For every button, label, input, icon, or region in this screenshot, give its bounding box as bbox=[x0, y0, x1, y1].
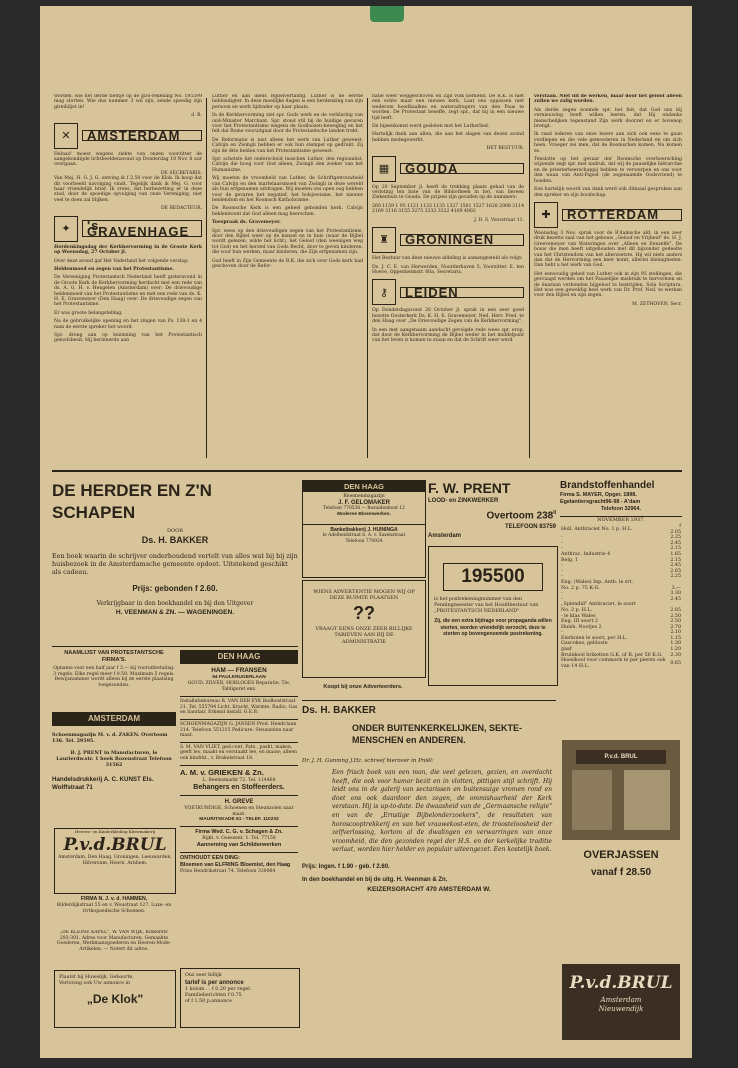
price-value: 1.65 bbox=[670, 551, 681, 557]
ad-line: A. M. v. GRIEKEN & Zn. bbox=[180, 765, 298, 778]
price-label: Eng. III soort 2 bbox=[561, 619, 598, 625]
prent-ad bbox=[428, 480, 556, 542]
subheading: Heldenmoed en zegen van het Protestantisme. bbox=[54, 266, 175, 272]
ad-seller: In den boekhandel en bij de uitg. H. Veenman & Zn. bbox=[302, 876, 448, 883]
ad-address: Egelantiersgracht96-98 - A'dam bbox=[560, 499, 641, 505]
price-value: 2.15 bbox=[670, 546, 681, 552]
ad-title: DE HERDER EN Z'N SCHAPEN bbox=[52, 481, 212, 522]
paragraph: Spr. schetste het onderscheid tusschen Luther, den regionalist, Calvijn die hoog voor God alleen, Zwingli den zoeker van het Humanisme. bbox=[212, 157, 363, 173]
paragraph: natie weer weggeschoven en Zijn volk herkend. De R.K. is niet een echte maar een nieuwe kerk. Laat ons oppassen niet wederom hoodkaalkes en wateradragers van den Paus te worden. De Protestant beseffe, zegt spr., dat hij in een nieuwe tijd leeft. bbox=[372, 94, 524, 121]
price-value: 2.50 bbox=[670, 613, 681, 619]
ad-header: AMSTERDAM bbox=[52, 712, 176, 726]
paragraph: Hartelijk dank aan allen, die aan het slagen van dezen avond hebben medegewerkt. bbox=[372, 132, 524, 143]
price-value: 2.45 bbox=[670, 540, 681, 546]
rotterdam-crest-icon: ✚ bbox=[534, 202, 558, 228]
amsterdam-crest-icon: ✕ bbox=[54, 123, 78, 149]
paragraph: Spr. wees op den drievoudigen zegen van het Protestantisme, door den Bijbel weer op de kansel en in huis (waar de Bijbel wordt gelezen, wilde het licht), het Geloof (den weenigen weg tot God) en het herstel van Gods Recht, door te geven kinderen, die voor hun werken, maar kinderen, die Zijn erfgenamen zijn. bbox=[212, 228, 363, 256]
section-header-rotterdam bbox=[534, 202, 682, 228]
price-label: - bbox=[561, 596, 563, 602]
paragraph: In de Kerkhervorming ziet spr. Gods werk en de verklaring van ond-Minister Marchant. Spr. stond stil bij de huidige gevaren voor het Protestantisme wegens de Godloozen-beweging en het felt dat Rome vooruitgaat door de Protestantsche landen trekt. bbox=[212, 113, 363, 135]
section-title: 's GRAVENHAGE bbox=[82, 220, 202, 237]
price-value: 2.15 bbox=[670, 557, 681, 563]
logo-street: Nieuwendijk bbox=[598, 1005, 644, 1013]
subheading: Toespraak ds. Gravemeyer. bbox=[212, 220, 281, 226]
amsterdam-firms-ad bbox=[52, 712, 176, 824]
price-value: 2.30 bbox=[670, 652, 681, 658]
logo-city: Amsterdam bbox=[600, 996, 642, 1004]
price-label: Holl. Anthraciet No. 1 p. H.L. bbox=[561, 526, 633, 532]
tarief-ad bbox=[180, 968, 300, 1028]
column-2 bbox=[212, 94, 363, 462]
paragraph: Het Bestuur van deze nieuwe afdeling is samengesteld als volgt: bbox=[372, 256, 523, 262]
section-title: LEIDEN bbox=[400, 287, 524, 298]
ad-line: Banketbakkerij J. HUININGA bbox=[330, 527, 398, 533]
paragraph: God heeft in Zijn Gemeente de R.K. die zich over Gods kerk had geschoven door de Refor- bbox=[212, 258, 363, 269]
price-row bbox=[560, 524, 682, 535]
paragraph: Ik raad iederen van onze lezers aan zich ook eens te gaan verdiepen en die vele gemoederen in Nederland en om zich heen. Vroeger zei men, dat de Roomschen komen. Nu komen ze. bbox=[534, 132, 682, 154]
ad-line: FIRMA N. J. v. d. HAMMEN, bbox=[80, 896, 148, 902]
naamlijst-ad bbox=[52, 650, 176, 710]
price-label: Eng. (Wales) Inp. Anth. le srt. bbox=[561, 579, 634, 585]
signature: HET BESTUUR. bbox=[486, 146, 524, 152]
stork-crest-icon: ✦ bbox=[54, 216, 78, 242]
ad-line: „DE KLEINE KAPEL", W. VAN WIJK, Kinkerstr. 293-301. Adres voor Manufacturen, Gemaakte Goederen, Werkmansgoederen en Heeren-Mode-Artikelen. — Notert dit adres. bbox=[56, 930, 172, 952]
paragraph: Tenslotte op het gevaar der Roomsche overheersching wijzende zegt spr. met nadruk, dat wij de pauselijke hiërarchie en de priesterheerschappij hebben te verwerpen en ons voor den waan van Anti-Papist (de zogenaamde Godsvriend) te hoeden. bbox=[534, 157, 682, 184]
price-value: 2.45 bbox=[670, 596, 681, 602]
price-label: Bruinkool briketten G.K. of R. per 50 K.G. bbox=[561, 652, 663, 658]
ad-line: of f 1.50 p.annonce bbox=[185, 999, 232, 1004]
ad-door: DOOR bbox=[167, 528, 183, 534]
price-value: 2.25 bbox=[670, 535, 681, 541]
ad-line: Prins Hendrikstraat 74. Telefoon 330064 bbox=[180, 868, 276, 874]
ad-title: NAAMLIJST VAN PROTESTANTSCHE FIRMA'S. bbox=[64, 650, 164, 663]
signature: DE REDACTEUR. bbox=[160, 206, 202, 212]
signature: J. D. S. Voorstraat 11. bbox=[474, 217, 524, 223]
price-month: NOVEMBER 1937. bbox=[560, 516, 682, 524]
ad-price: Prijs: Ingen. f 1.90 - geb. f 2.60. bbox=[302, 863, 390, 870]
price-label: Anthrac. Industrie 4 bbox=[561, 551, 611, 557]
price-value: 2.45 bbox=[670, 563, 681, 569]
ad-header: DEN HAAG bbox=[180, 650, 298, 664]
ad-publisher: H. VEENMAN & ZN. — WAGENINGEN. bbox=[115, 608, 235, 616]
ad-line: Bilderdijkstraat 55 en v. Woustraat 127. Luxe- en Orthopaedische Schoenen. bbox=[56, 903, 172, 914]
ad-line: VOETKUNDIGE, Schoenen en Steunzolen naar maat. bbox=[184, 806, 294, 817]
paragraph: Als derde zegen noemde spr. het feit, dat God ons bij vernieuwing heeft willen leeren, dat Hij ondanks menschelijken tegenstand Zijn werk doorzet en er bovenop brengt. bbox=[534, 107, 682, 130]
ad-line: WIENS ADVERTENTIE MOGEN WIJ OP DEZE RUIMTE PLAATSEN bbox=[313, 589, 415, 602]
ad-line: tarief is per annonce bbox=[185, 980, 244, 986]
price-label: No. 2 p. H.L. bbox=[561, 607, 593, 613]
price-label: Belg. 1 bbox=[561, 557, 579, 563]
paragraph: De Vereeniging Protestantsch Nederland heeft gisteravond in de Groote Kerk de Kerkhervorming herdacht met een rede van ds. A. G. H. v. Hengelen (Amsterdam) over: De drievoudige heldenmoed van het Protestantisme en met een rede van ds. K. H. E. Gravemeyer (Den Haag) over: De drievoudige zegen van het Protestantisme. bbox=[54, 275, 202, 308]
price-value: 1.30 bbox=[670, 641, 681, 647]
section-header-gouda bbox=[372, 156, 524, 182]
ad-body: Opname voor een half jaar f 3.— bij vooruitbetaling: 3 regels. Elke regel meer f 0.50. Maximum 5 regels. Bewijsnummer wordt alleen bij de eerste plaatsing toegezonden. bbox=[53, 666, 175, 688]
price-label: No. 2 p. 75 K.G. bbox=[561, 585, 600, 591]
ad-line: GOUD, ZILVER, HORLOGES Reparatie, Tie, Tabligeret enz. bbox=[187, 681, 291, 692]
ad-city: Amsterdam bbox=[428, 533, 462, 540]
ad-firm: Firma S. MAYER, Opger. 1898. bbox=[560, 492, 637, 498]
price-row bbox=[560, 658, 682, 669]
paragraph: Een hartelijk woord van dank werd ook ditmaal gesproken aan den spreker en zijn boodschap. bbox=[534, 187, 682, 198]
paragraph: Helaas! moest wegens ziekte van onzen voorzitter de aangekondigde lichtbeeldenavond op Donderdag 18 Nov. 8 uur overgaan. bbox=[54, 151, 202, 168]
ads-divider bbox=[52, 646, 298, 647]
ad-line: 94 PAULKRUGERLAAN bbox=[212, 675, 266, 680]
paragraph: Over deze avond gaf Het Vaderland het volgende verslag: bbox=[54, 258, 189, 264]
price-table bbox=[560, 524, 682, 669]
section-title: GOUDA bbox=[400, 163, 524, 174]
section-header-leiden bbox=[372, 279, 524, 305]
price-label: - bbox=[561, 540, 563, 546]
firm-entry: B. J. PRENT in Manufacturen, le Laurierdw.str. 1 hoek Rozenstraat Telefoon 31562 bbox=[56, 750, 172, 768]
review-source: Dr. J. H. Gunning J.Hz. schreef hierover in Pniël: bbox=[302, 758, 434, 764]
price-label: - bbox=[561, 568, 563, 574]
advertise-here-ad bbox=[302, 580, 426, 678]
overjassen-price: vanaf f 28.50 bbox=[590, 867, 652, 878]
firm-entry: Schoenmagazijn M. v. d. ZAKEN. Overtoom 136. Tel. 29595. bbox=[52, 732, 168, 744]
ad-line: H. GREVE bbox=[180, 795, 298, 806]
gouda-crest-icon: ▦ bbox=[372, 156, 396, 182]
ads-divider bbox=[52, 470, 682, 472]
price-value: 0.65 bbox=[670, 661, 681, 667]
firm-entry: Installatiebureau R. VAN DER EYK Bodhoststraat 21. Tel. 555794 Licht, Kracht, Warmte, Radio, Gas en Sanitair. Erkend install. G.E.B. bbox=[180, 696, 298, 716]
firm-entry: Handelsdrukkerij A. C. KUNST Els. Wolffstraat 71 bbox=[52, 776, 154, 791]
paragraph: Ds. J. C. E. van Herwerden, Noorderhaven 5, Voorzitter. E. ten Hoeve, Oppenheimstr. 60a, Secretaris. bbox=[372, 264, 524, 275]
price-label: - bbox=[561, 630, 563, 636]
ad-line: le Adelheidstraat b. A. v. Saxenstraat bbox=[322, 533, 406, 538]
firm-entry: S. M. VAN VLIET, ged.cont. Pats., pasht, maken, geeft les, maakt en verstaakt lee, en maaw; alleen ook kindrkl., v. Brakelstraat 18. bbox=[180, 742, 298, 762]
price-value: 1.20 bbox=[670, 647, 681, 653]
denhaag-firms-ad bbox=[180, 650, 298, 964]
ad-phone: Telefoon 32964. bbox=[600, 506, 642, 512]
signature: DE SECRETARIS. bbox=[160, 170, 202, 176]
paragraph: Na de gebruikelijke opening en het zingen van Ps. 138:1 en 4 nam de eerste spreker het woord. bbox=[54, 319, 202, 330]
ad-trade: LOOD- en ZINKWERKER bbox=[428, 498, 499, 504]
paragraph: De Roomsche Kerk is een geheel gebonden kerk. Calvijn beklemtoont dat God alleen mag heerschen. bbox=[212, 206, 363, 217]
price-value: 2.50 bbox=[670, 619, 681, 625]
shop-window bbox=[624, 770, 670, 830]
fuel-price-ad bbox=[560, 480, 682, 732]
ad-line: VRAAGT EENS ONZE ZEER BILLIJKE TARIEVEN AAN BIJ DE ADMINISTRATIE bbox=[315, 625, 413, 645]
price-label: - bbox=[561, 546, 563, 552]
shop-sign: P.v.d. BRUL bbox=[576, 750, 666, 764]
column-rule bbox=[529, 98, 530, 458]
leiden-keys-icon: ⚷ bbox=[372, 279, 396, 305]
paragraph: In een met aangenaam aandacht gevolgde rede wees spr. erop, dat door de Kerkhervorming de Bijbel weder in het middelpunt van het leven is komen te staan en dat de Schrift weer werd bbox=[372, 327, 524, 344]
ad-name: F. W. PRENT bbox=[428, 480, 511, 496]
price-value: 2.10 bbox=[670, 630, 681, 636]
column-3 bbox=[372, 94, 524, 462]
section-title: ROTTERDAM bbox=[562, 209, 682, 220]
ad-address: KEIZERSGRACHT 470 AMSTERDAM W. bbox=[367, 885, 491, 893]
ad-address: Overtoom 238 bbox=[486, 510, 554, 522]
price-label: Gascokes, gebloste bbox=[561, 641, 608, 647]
price-label: - bbox=[561, 535, 563, 541]
ad-author: Ds. H. BAKKER bbox=[302, 705, 376, 716]
groningen-crest-icon: ♜ bbox=[372, 227, 396, 253]
binder-tab bbox=[370, 6, 404, 22]
ads-divider bbox=[302, 700, 556, 701]
price-label: - bbox=[561, 563, 563, 569]
signature: M. ZETHOVEN, Secr. bbox=[632, 301, 682, 307]
ad-line: Zij, die een extra bijdrage voor propaganda willen storten, worden vriendelijk verzocht, deze te storten op bovengenoemde postrekening. bbox=[434, 618, 552, 637]
price-value: 2.70 bbox=[670, 624, 681, 630]
section-header-groningen bbox=[372, 227, 524, 253]
paragraph: Er was groote belangstelling. bbox=[54, 310, 123, 316]
giro-number: 195500 bbox=[443, 563, 543, 591]
hammen-ad bbox=[54, 896, 174, 926]
ad-header: DEN HAAG bbox=[303, 481, 425, 492]
pvdbrul-logo-panel bbox=[562, 964, 680, 1040]
review-text: Een frisch boek van een man, die veel gelezen, gezien, en overdacht heeft, die ook voor humor bezit en in vlotten, pittigen stijl schrijft. Hij leidt ons in de galerij van sectarissen en buitensuige vromen rond en doet ons ook daardoor den zegen, de ommishaarheid der Kerk verstaan. Hij is up-to-date. De dwaasheid van de „Germaansche religie" en van de „Ernstige Bijbelonderzoekers", de resultaten van horoscooptrekkerij en van het vraawekost-eten, de troosteloosheid der zelfverlossing, kortom al de dwalingen en verwarringen van onze vroomheid, die den gezonden regel der H.S. en der kerkelijke traditie verlaat, worden hier helder en populair uiteengezet. Een kostelijk boek. bbox=[332, 769, 552, 854]
price-value: 1.15 bbox=[670, 635, 681, 641]
giro-ad bbox=[428, 546, 558, 686]
pvdbrul-logo: P.v.d.BRUL bbox=[63, 835, 167, 855]
paragraph: Op Donderdagavond 28 October jl. sprak in een zeer goed bezette Oosterkerk Ds. K. H. E. Gravemeyer, Ned. Herv. Pred. te den Haag over „De Drievoudige Zegen van de Kerkhervorming". bbox=[372, 308, 524, 325]
ad-line: 1 kolom . . f 0.20 per regel. bbox=[185, 987, 252, 992]
price-value: 2.85 bbox=[670, 607, 681, 613]
price-value: 3.— bbox=[671, 585, 681, 591]
paragraph: Spr. drong aan op bezinning van het Protestantisch geloofsbesit. Hij herinnerde aan bbox=[54, 332, 202, 344]
ad-line: Behangers en Stoffeerders. bbox=[193, 784, 285, 792]
column-1 bbox=[54, 94, 202, 462]
pvdbrul-logo: P.v.d.BRUL bbox=[569, 973, 673, 993]
ad-line: Familieberichten f 0.75 bbox=[185, 993, 242, 998]
ad-line: Onz zeer billijk bbox=[185, 973, 222, 978]
ad-line: L. Beemsmarkt 72. Tel. 114468 bbox=[202, 777, 276, 783]
price-label: gaaf bbox=[561, 647, 572, 653]
price-label: - bbox=[561, 574, 563, 580]
paragraph: De bijeenkomst werd gesloten met het Lutherlied. bbox=[372, 124, 490, 130]
bakker-book-ad bbox=[302, 704, 556, 1004]
section-header-gravenhage bbox=[54, 216, 202, 242]
shop-window bbox=[572, 770, 612, 830]
price-label: „Splendid" Anthraciet, le soort bbox=[561, 602, 636, 608]
price-value: 2.65 bbox=[670, 568, 681, 574]
paragraph: Van Mej. H. G. J. G. ontving ik f 2.50 voor de Klok. Ik hoop dat dit voorbeeld navolging vindt. Tegelijk dank ik Mej. G. voor haar vriendelijk brief. Ik vrees, dat herbezetting er in deze stad, door de spoedige opvolging van onze Vereniging, niet veel te doen zal blijken. bbox=[54, 176, 202, 203]
shop-photo bbox=[562, 740, 680, 840]
ad-line: MAURITSKADE 61 - TELEF. 110233 bbox=[199, 817, 279, 823]
section-title: AMSTERDAM bbox=[82, 130, 202, 141]
buy-at-advertisers: Koopt bij onze Adverteerders. bbox=[323, 684, 403, 690]
ad-line: Bloemenmagazijn bbox=[343, 494, 385, 499]
price-label: Eierkolen le soort, per H.L. bbox=[561, 635, 628, 641]
price-label: Hoeslkool voor commock te per pieren ook van 14 H.L. bbox=[561, 658, 666, 669]
pvdbrul-small-ad bbox=[54, 828, 176, 894]
ad-price: Prijs: gebonden f 2.60. bbox=[132, 583, 218, 593]
paragraph: Op 20 September jl. heeft de trekking plaats gehad van de verloting ten bate van de Bibliotheek in het, van liereen Ziekenhuis te Gouda. De prijzen zijn gevallen op de nummers: bbox=[372, 184, 524, 201]
ad-line: Telefoon 770924 bbox=[345, 539, 383, 544]
ad-address-sup: II bbox=[553, 510, 556, 516]
ad-line: Moderne Bloemwerken. bbox=[337, 512, 391, 517]
price-label: - bbox=[561, 591, 563, 597]
question-marks: ?? bbox=[353, 602, 375, 623]
denhaag-florist-ad bbox=[302, 480, 426, 578]
ad-line: Bloemen van ELFRING Bloemist, den Haag bbox=[180, 861, 291, 868]
paragraph-lead: Herdenkingsdag der Kerkhervorming in de Groote Kerk op Woensdag, 27 October jl. bbox=[54, 244, 202, 256]
paragraph: De Reformatie is niet alleen het werk van Luther geweest. Calvijn en Zwingli hebben er ook hun stempel op gedrukt. Zij zijn de drie helden van het Protestantisme geweest. bbox=[212, 137, 363, 154]
ad-seller: Verkrijgbaar in den boekhandel en bij den Uitgever bbox=[96, 599, 254, 607]
paragraph: Wij moeten de vroomheid van Luther, de Schriftgetrouwheid van Calvijn en den martelaarsmoed van Zwingli in deze wereld als hun erfgenamen uitdragen. Wij moeten ons open oog hebben voor de gevaren het negatief, het bolsjewisme, het nieuwe heidendom en het Roomsch Katholicisme. bbox=[212, 176, 363, 203]
ad-line: Telefoon 770536 — Bezuidenhout 12 bbox=[323, 506, 405, 511]
section-header-amsterdam bbox=[54, 123, 202, 149]
ad-line: Heeren- en Kinderkleding Kleermakerij bbox=[74, 829, 156, 834]
column-4 bbox=[534, 94, 682, 462]
winning-numbers: 260 1159 1 95 1121 1133 1135 1327 1501 1527 1628 2008 2114 2169 3116 3155 3275 3333 3322 4169 4802 bbox=[372, 203, 524, 215]
overjassen-title: OVERJASSEN bbox=[583, 849, 659, 861]
column-rule bbox=[206, 98, 207, 458]
price-label: Huish. Nootjes 2 bbox=[561, 624, 602, 630]
column-rule bbox=[367, 98, 368, 458]
kapel-ad bbox=[54, 930, 174, 962]
ad-description: Een boek waarin de schrijver onderhoudend vertelt van alles wat bij bij zijn huisbezoek in de Amsterdamsche gemeente opdoet. Uitstekend geschikt als cadeau. bbox=[52, 552, 298, 577]
ad-title: Brandstoffenhandel bbox=[560, 480, 655, 491]
signature: d. B. bbox=[191, 113, 202, 119]
ad-line: ONTHOUDT EEN DING: bbox=[180, 852, 298, 862]
ad-phone: TELEFOON 83759 bbox=[504, 524, 556, 531]
newspaper-page bbox=[40, 6, 692, 1058]
ad-line: J. F. GELOMAKER bbox=[337, 500, 390, 506]
intro-text: worden, wie het derde tientje op de giro-rekening No. 195599 mag storten. Wie dus nummer 3 wil zijn, zende spoedig zijn gireibiljet in! bbox=[54, 94, 202, 110]
paragraph-lead: verstaan. Niet uit de werken, maar door het geloof alleen zullen we zalig worden. bbox=[534, 94, 682, 105]
ad-line: is het postrekeningnummer van den Penningmeester van het Hoofdbestuur van „PROTESTANTSCH NEDERLAND". bbox=[434, 597, 539, 614]
ad-line: Firma Wed. C. G. v. Schagen & Zn. bbox=[180, 826, 298, 836]
ad-line: Rijkt. v. Goessent. 1. Tel. 77158 bbox=[202, 836, 276, 842]
ad-line: Aanneming van Schilderwerken bbox=[196, 841, 282, 848]
price-value: 2.25 bbox=[670, 574, 681, 580]
paragraph: Woensdag 3 Nov. sprak voor de R'damsche afd. in een zeer druk bezette zaal van het gebouw „Geloof en Vrijheid" ds. H. J. Greevemeyer van Wateringen over „Alleen en Eenzelfe". De bouw die men heeft uitgehouden met dit bijzonder gedeelte van het Christendom van het allerzoetste. Hij wil niets anders dan dat de Hervorming een keer komt, allerlei kleinigheden. Dan hebt u het werk van God. bbox=[534, 230, 682, 269]
herder-book-ad bbox=[52, 474, 298, 640]
ad-title: ONDER BUITENKERKELIJKEN, SEKTE-MENSCHEN en ANDEREN. bbox=[352, 723, 523, 745]
overjassen-ad bbox=[560, 736, 682, 1042]
price-value: f 2.05 bbox=[670, 524, 681, 535]
klok-name: „De Klok" bbox=[86, 992, 144, 1006]
price-label: - le klas Wales bbox=[561, 613, 596, 619]
paragraph: Luther en aan diens Bijbelvertaling. Luther is de eerste heldendigter. In deze moeilijke dagen is een herdenking van zijn persoon en werk tijdrader op haar plaats. bbox=[212, 94, 363, 110]
price-value: 3.30 bbox=[670, 591, 681, 597]
ad-line: HAM — FRANSEN bbox=[211, 667, 267, 674]
paragraph: Het eenvoudig gebed van Luther ook in zijn 95 stellingen, die gevraagd werden om het Pauselijke misbruik te hervormen en de daaraan verbonden bijgeloof te bestrijden. Sola Scriptura. Het was een geweldig heel werk van Dr. Prof. Ned. te werken voor den Bijbel en zijn zegen. bbox=[534, 271, 682, 299]
firm-entry: SCHOENMAGAZIJN G. JANSEN Pred. Hendr.laan 214. Telefoon 551215 Pedicure. Steunzolen naar maat. bbox=[180, 719, 298, 739]
ad-line: Plaatst bij Huwelijk, Geboorte, Verloving ook Uw annonce in bbox=[59, 975, 134, 986]
ad-author: Ds. H. BAKKER bbox=[141, 535, 209, 545]
ad-line: Amsterdam, Den Haag, Groningen, Leeuwarden, Hilversum, Hoorn, Arnhem. bbox=[58, 855, 172, 866]
section-title: GRONINGEN bbox=[400, 234, 524, 245]
klok-ad bbox=[54, 970, 176, 1028]
